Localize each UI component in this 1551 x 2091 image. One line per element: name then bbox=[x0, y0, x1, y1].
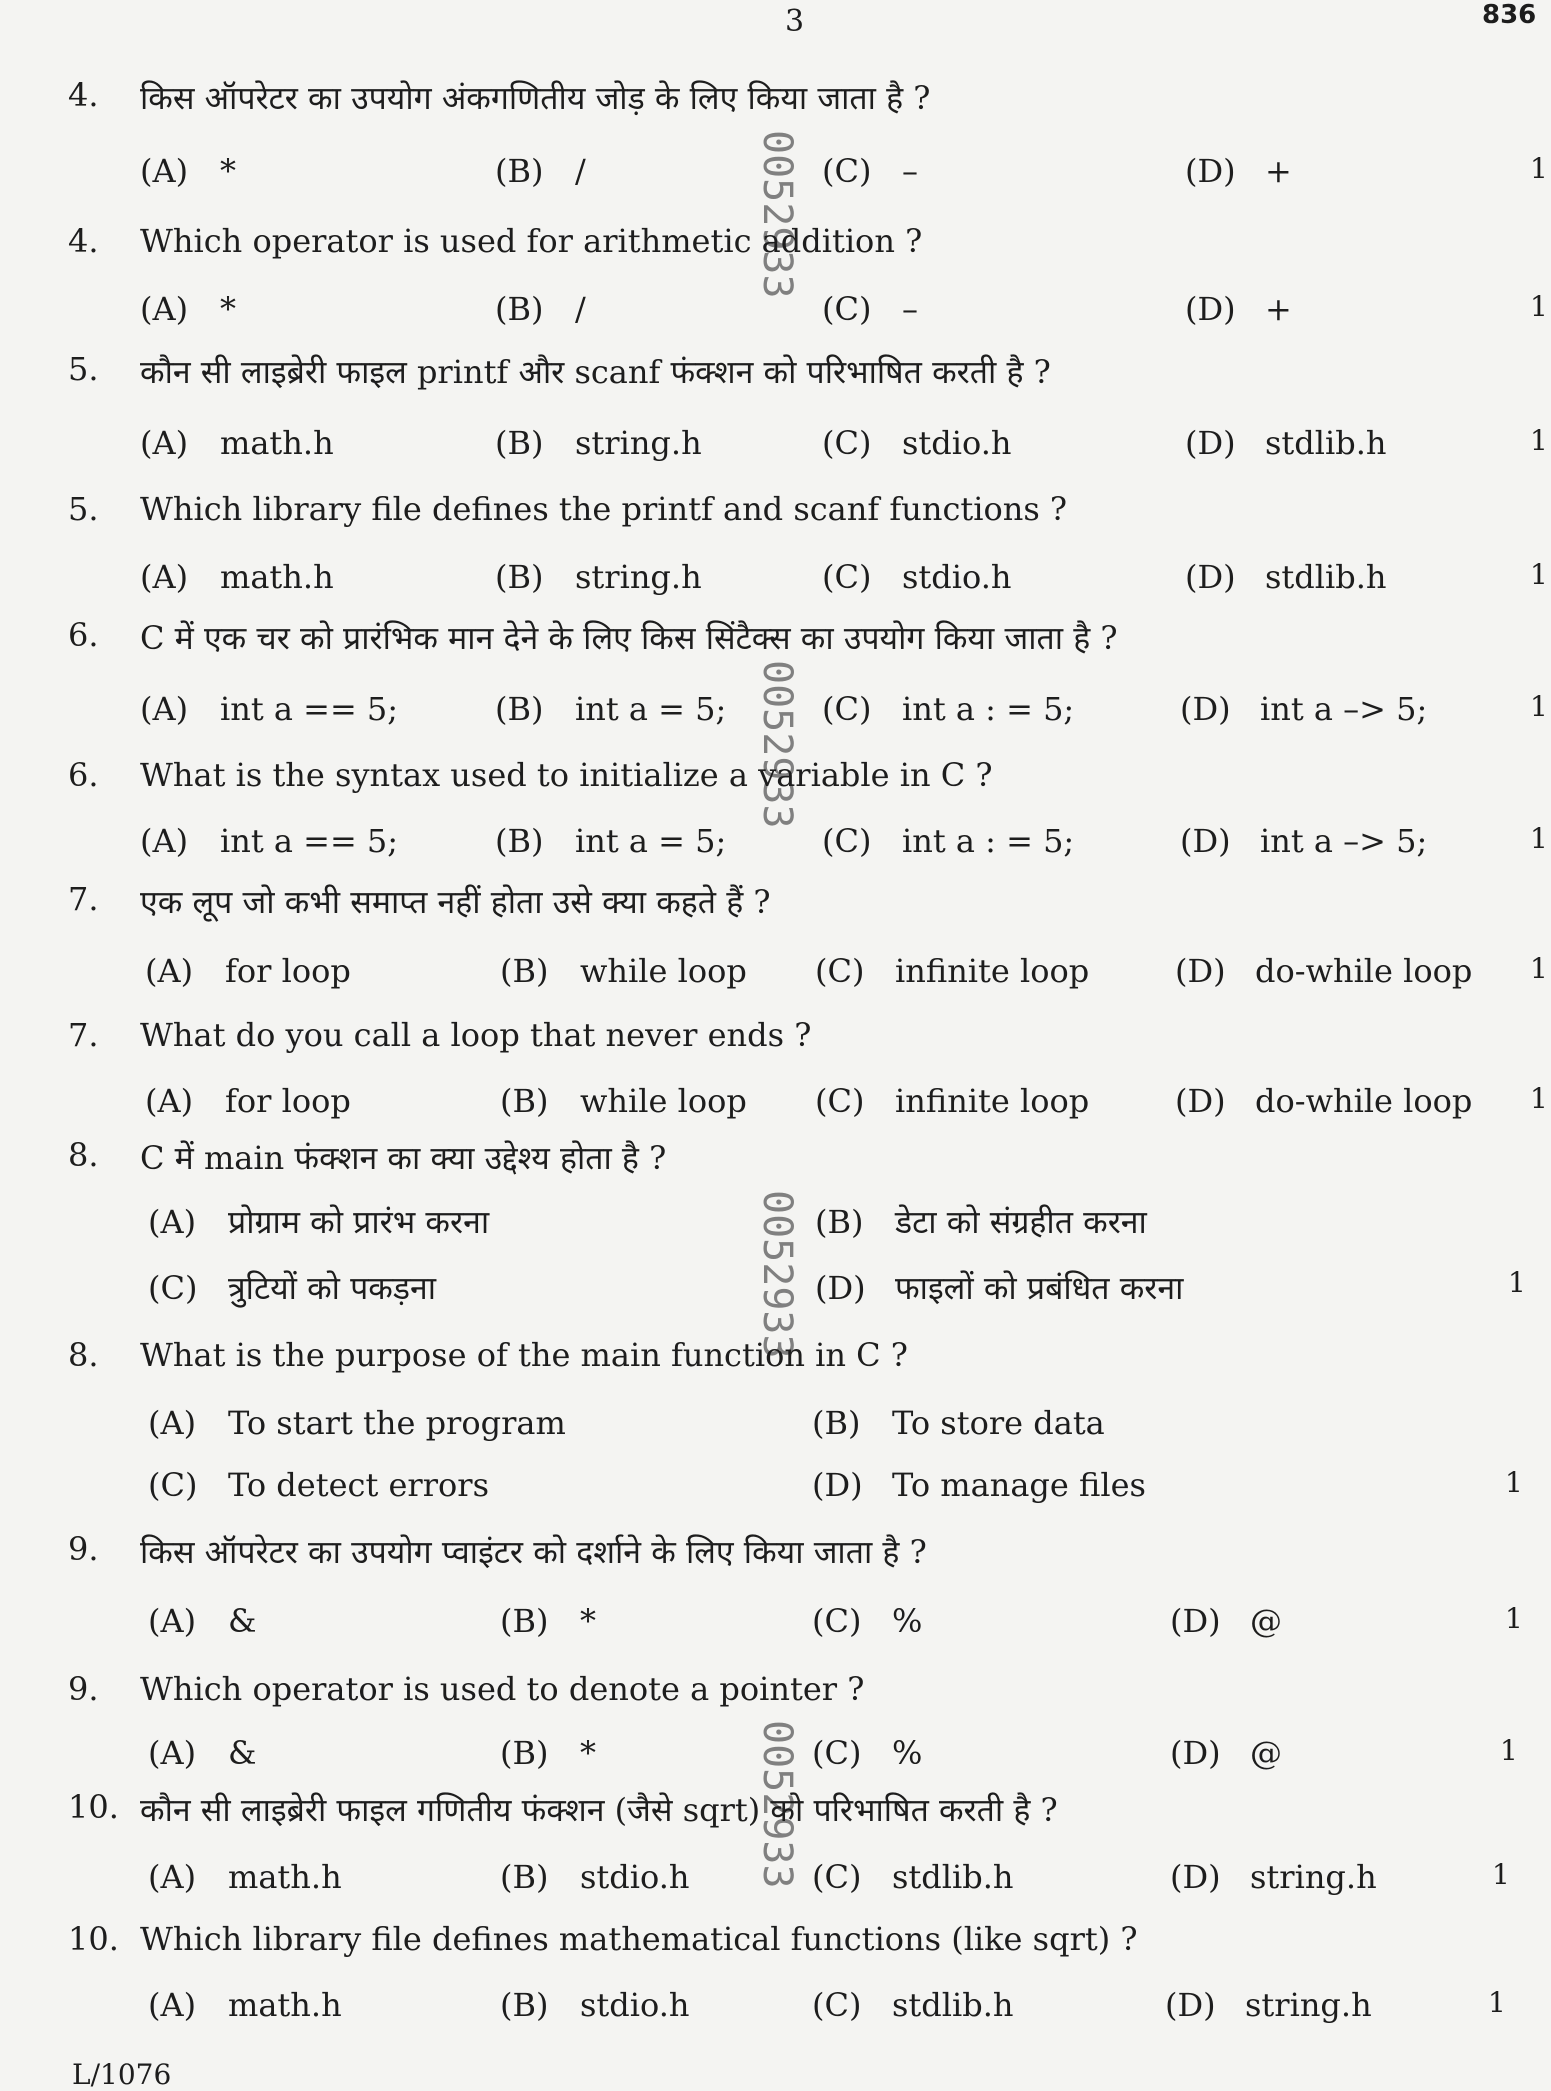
marks: 1 bbox=[1530, 424, 1548, 457]
option-a: (A) math.h bbox=[148, 1858, 342, 1896]
option-c: (C) stdlib.h bbox=[812, 1986, 1014, 2024]
marks: 1 bbox=[1530, 152, 1548, 185]
option-c: (C) – bbox=[822, 152, 918, 190]
question-number: 8. bbox=[68, 1136, 99, 1174]
option-d: (D) @ bbox=[1170, 1602, 1282, 1640]
option-a: (A) math.h bbox=[140, 558, 334, 596]
question-text: Which operator is used for arithmetic addition ? bbox=[140, 222, 923, 260]
question-text: किस ऑपरेटर का उपयोग अंकगणितीय जोड़ के लिए किया जाता है ? bbox=[140, 79, 931, 117]
option-c: (C) stdlib.h bbox=[812, 1858, 1014, 1896]
option-c: (C) त्रुटियों को पकड़ना bbox=[148, 1269, 437, 1307]
option-d: (D) @ bbox=[1170, 1734, 1282, 1772]
option-a: (A) math.h bbox=[148, 1986, 342, 2024]
question-number: 6. bbox=[68, 616, 99, 654]
option-b: (B) To store data bbox=[812, 1404, 1105, 1442]
marks: 1 bbox=[1530, 290, 1548, 323]
question-number: 10. bbox=[68, 1920, 119, 1958]
option-d: (D) To manage files bbox=[812, 1466, 1146, 1504]
marks: 1 bbox=[1530, 822, 1548, 855]
option-b: (B) / bbox=[495, 152, 586, 190]
question-number: 7. bbox=[68, 1016, 99, 1054]
option-a: (A) & bbox=[148, 1602, 257, 1640]
option-b: (B) डेटा को संग्रहीत करना bbox=[815, 1203, 1147, 1241]
question-number: 9. bbox=[68, 1670, 99, 1708]
watermark-roll-number: 0052933 bbox=[754, 1190, 800, 1359]
option-c: (C) infinite loop bbox=[815, 952, 1090, 990]
option-d: (D) do-while loop bbox=[1175, 952, 1473, 990]
option-a: (A) int a == 5; bbox=[140, 690, 399, 728]
option-a: (A) math.h bbox=[140, 424, 334, 462]
question-text: कौन सी लाइब्रेरी फाइल printf और scanf फंक्शन को परिभाषित करती है ? bbox=[140, 353, 1051, 391]
watermark-roll-number: 0052933 bbox=[754, 1720, 800, 1889]
watermark-roll-number: 0052933 bbox=[754, 130, 800, 299]
option-b: (B) string.h bbox=[495, 558, 702, 596]
marks: 1 bbox=[1530, 1082, 1548, 1115]
option-c: (C) int a : = 5; bbox=[822, 690, 1075, 728]
question-text: किस ऑपरेटर का उपयोग प्वाइंटर को दर्शाने के लिए किया जाता है ? bbox=[140, 1533, 927, 1571]
marks: 1 bbox=[1530, 558, 1548, 591]
option-d: (D) फाइलों को प्रबंधित करना bbox=[815, 1269, 1184, 1307]
question-number: 8. bbox=[68, 1336, 99, 1374]
option-c: (C) – bbox=[822, 290, 918, 328]
option-d: (D) int a –> 5; bbox=[1180, 822, 1428, 860]
marks: 1 bbox=[1505, 1602, 1523, 1635]
option-d: (D) stdlib.h bbox=[1185, 424, 1387, 462]
footer-code: L/1076 bbox=[72, 2058, 172, 2091]
question-text: What is the purpose of the main function in C ? bbox=[140, 1336, 908, 1374]
question-text: C में एक चर को प्रारंभिक मान देने के लिए किस सिंटैक्स का उपयोग किया जाता है ? bbox=[140, 619, 1118, 657]
option-a: (A) प्रोग्राम को प्रारंभ करना bbox=[148, 1203, 490, 1241]
question-number: 6. bbox=[68, 756, 99, 794]
paper-code: 836 bbox=[1482, 0, 1537, 30]
marks: 1 bbox=[1500, 1734, 1518, 1767]
option-d: (D) + bbox=[1185, 152, 1292, 190]
watermark-roll-number: 0052933 bbox=[754, 660, 800, 829]
option-d: (D) string.h bbox=[1165, 1986, 1372, 2024]
option-b: (B) int a = 5; bbox=[495, 822, 727, 860]
question-number: 5. bbox=[68, 350, 99, 388]
option-d: (D) string.h bbox=[1170, 1858, 1377, 1896]
option-c: (C) stdio.h bbox=[822, 424, 1012, 462]
marks: 1 bbox=[1530, 690, 1548, 723]
option-c: (C) To detect errors bbox=[148, 1466, 489, 1504]
option-c: (C) % bbox=[812, 1734, 923, 1772]
question-number: 5. bbox=[68, 490, 99, 528]
option-a: (A) & bbox=[148, 1734, 257, 1772]
question-text: Which operator is used to denote a pointer ? bbox=[140, 1670, 865, 1708]
marks: 1 bbox=[1508, 1266, 1526, 1299]
marks: 1 bbox=[1488, 1986, 1506, 2019]
option-c: (C) % bbox=[812, 1602, 923, 1640]
question-text: कौन सी लाइब्रेरी फाइल गणितीय फंक्शन (जैसे sqrt) को परिभाषित करती है ? bbox=[140, 1791, 1058, 1829]
option-b: (B) int a = 5; bbox=[495, 690, 727, 728]
option-d: (D) do-while loop bbox=[1175, 1082, 1473, 1120]
option-c: (C) infinite loop bbox=[815, 1082, 1090, 1120]
option-b: (B) string.h bbox=[495, 424, 702, 462]
option-a: (A) * bbox=[140, 152, 236, 190]
question-number: 4. bbox=[68, 76, 99, 114]
option-b: (B) stdio.h bbox=[500, 1858, 690, 1896]
question-text: C में main फंक्शन का क्या उद्देश्य होता है ? bbox=[140, 1139, 667, 1177]
option-a: (A) int a == 5; bbox=[140, 822, 399, 860]
marks: 1 bbox=[1505, 1466, 1523, 1499]
option-d: (D) + bbox=[1185, 290, 1292, 328]
question-text: एक लूप जो कभी समाप्त नहीं होता उसे क्या कहते हैं ? bbox=[140, 883, 771, 921]
option-c: (C) int a : = 5; bbox=[822, 822, 1075, 860]
question-text: What do you call a loop that never ends ? bbox=[140, 1016, 812, 1054]
question-number: 7. bbox=[68, 880, 99, 918]
option-b: (B) while loop bbox=[500, 952, 747, 990]
option-b: (B) * bbox=[500, 1734, 596, 1772]
question-number: 9. bbox=[68, 1530, 99, 1568]
question-text: What is the syntax used to initialize a variable in C ? bbox=[140, 756, 993, 794]
option-b: (B) * bbox=[500, 1602, 596, 1640]
option-a: (A) for loop bbox=[145, 952, 351, 990]
page-number: 3 bbox=[785, 4, 805, 39]
marks: 1 bbox=[1492, 1858, 1510, 1891]
question-text: Which library file defines mathematical functions (like sqrt) ? bbox=[140, 1920, 1138, 1958]
option-b: (B) stdio.h bbox=[500, 1986, 690, 2024]
option-d: (D) int a –> 5; bbox=[1180, 690, 1428, 728]
question-number: 4. bbox=[68, 222, 99, 260]
option-a: (A) for loop bbox=[145, 1082, 351, 1120]
option-b: (B) while loop bbox=[500, 1082, 747, 1120]
option-a: (A) * bbox=[140, 290, 236, 328]
option-a: (A) To start the program bbox=[148, 1404, 566, 1442]
option-d: (D) stdlib.h bbox=[1185, 558, 1387, 596]
question-number: 10. bbox=[68, 1788, 119, 1826]
question-text: Which library file defines the printf and scanf functions ? bbox=[140, 490, 1068, 528]
option-c: (C) stdio.h bbox=[822, 558, 1012, 596]
option-b: (B) / bbox=[495, 290, 586, 328]
marks: 1 bbox=[1530, 952, 1548, 985]
